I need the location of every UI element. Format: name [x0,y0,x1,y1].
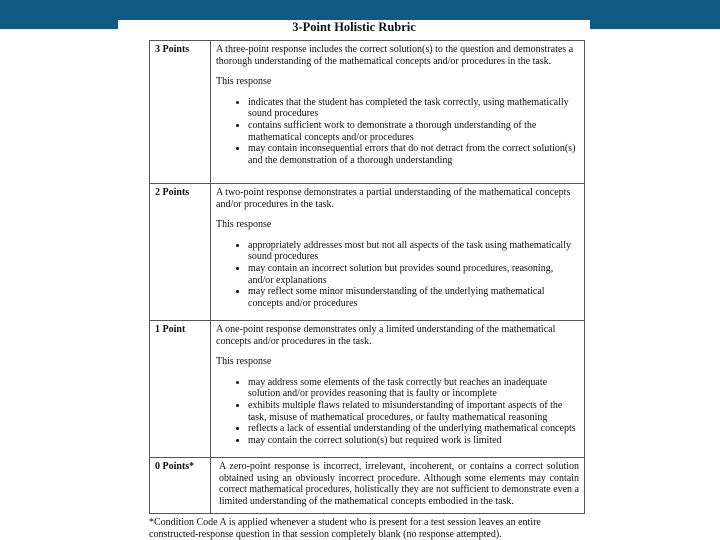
criteria-list [216,377,579,447]
list-item: • exhibits multiple flaws related to misunderstanding of important aspects of the task, misuse of mathematical procedures, or faulty mathematical reasoning [248,400,579,423]
table-row [150,458,585,514]
rubric-title: 3-Point Holistic Rubric [292,20,416,34]
description-cell [211,184,585,321]
table-row [150,321,585,458]
criteria-list [216,240,579,310]
intro: This response [216,76,272,88]
list-item: • may contain the correct solution(s) but required work is limited [248,435,579,447]
intro: This response [216,219,272,231]
list-item: • reflects a lack of essential understanding of the underlying mathematical concepts [248,423,579,435]
footnote: *Condition Code A is applied whenever a student who is present for a test session leaves an entire constructed-response question in that session completely blank (no response attempted). [149,517,541,540]
list-item: • indicates that the student has completed the task correctly, using mathematically sound procedures [248,97,579,120]
list-item: • may contain inconsequential errors that do not detract from the correct solution(s) and the demonstration of a thorough understanding [248,143,579,166]
description-cell [211,321,585,458]
table-row [150,184,585,321]
list-item: • may address some elements of the task correctly but reaches an inadequate solution and/or provides reasoning that is faulty or incomplete [248,377,579,400]
score-cell: 2 Points [150,184,211,321]
intro: This response [216,356,272,368]
score-cell: 0 Points* [150,458,211,514]
list-item: • may reflect some minor misunderstanding of the underlying mathematical concepts and/or procedures [248,286,579,309]
list-item: • appropriately addresses most but not all aspects of the task using mathematically sound procedures [248,240,579,263]
description: A three-point response includes the correct solution(s) to the question and demonstrates a thorough understanding of the mathematical concepts and/or procedures in the task. [216,44,574,67]
list-item: • contains sufficient work to demonstrate a thorough understanding of the mathematical concepts and/or procedures [248,120,579,143]
score-cell: 1 Point [150,321,211,458]
criteria-list [216,97,579,167]
description-cell: A zero-point response is incorrect, irrelevant, incoherent, or contains a correct solution obtained using an obviously incorrect procedure. Although some elements may contain correct mathematical procedures, holistically they are not sufficient to demonstrate even a limited understanding of the mathematical concepts embodied in the task. [211,458,585,514]
description: A two-point response demonstrates a partial understanding of the mathematical concepts and/or procedures in the task. [216,187,571,210]
rubric-table [149,40,585,514]
list-item: • may contain an incorrect solution but provides sound procedures, reasoning, and/or explanations [248,263,579,286]
description-cell [211,41,585,184]
description: A one-point response demonstrates only a limited understanding of the mathematical concepts and/or procedures in the task. [216,324,556,347]
table-row [150,41,585,184]
score-cell: 3 Points [150,41,211,184]
